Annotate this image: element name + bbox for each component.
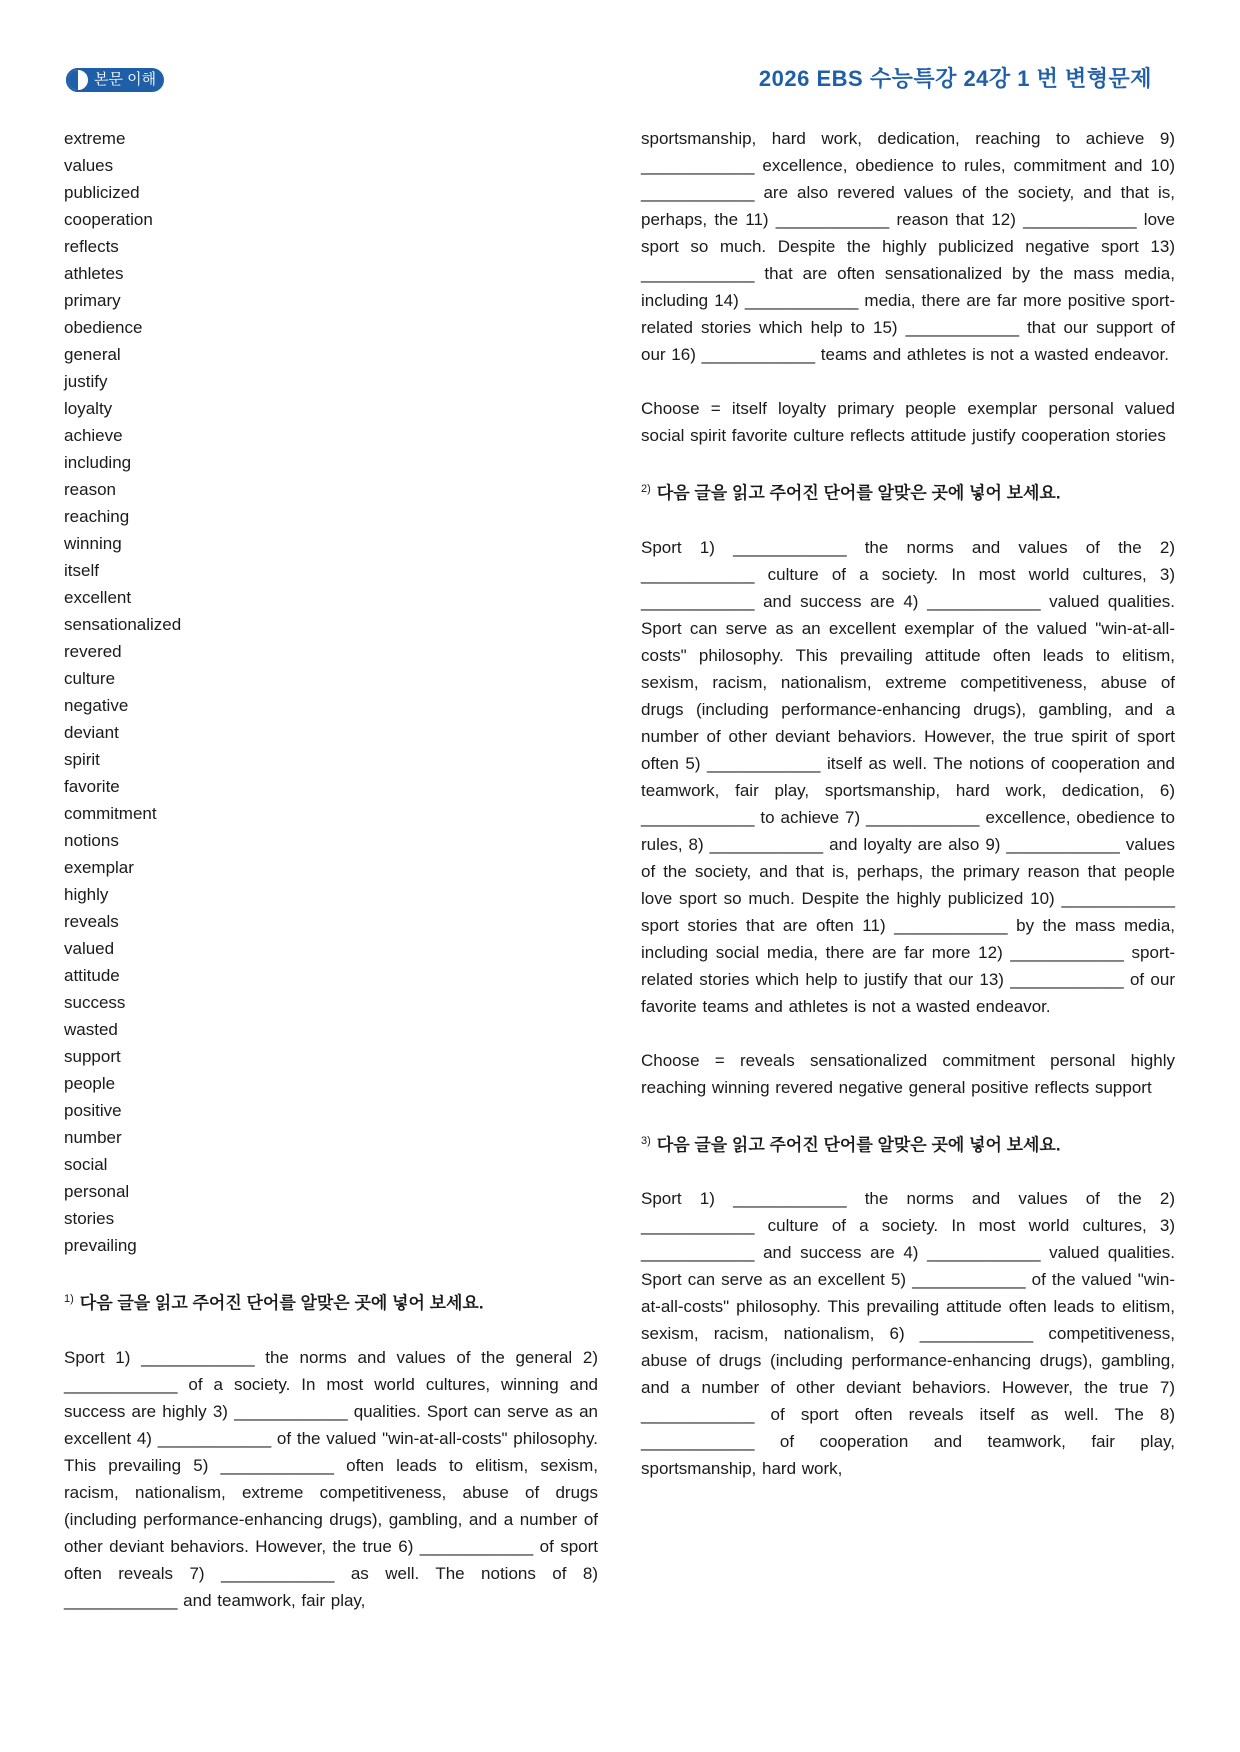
word-list-item: deviant bbox=[64, 723, 119, 742]
word-list-item: favorite bbox=[64, 777, 120, 796]
word-list bbox=[64, 125, 598, 1259]
word-list-item: reveals bbox=[64, 912, 119, 931]
word-list-item: reaching bbox=[64, 507, 130, 526]
word-list-item: revered bbox=[64, 642, 122, 661]
q3-title bbox=[641, 1128, 1175, 1159]
q1-passage-continued: sportsmanship, hard work, dedication, reaching to achieve 9) ____________ excellence, obedience to rules, commitment and 10) ____________ are also revered values of the society, and that is, perhaps, the 11) ____________ reason that 12) ____________ love sport so much. Despite the highly publicized negative sport 13) ____________ that are often sensationalized by the mass media, including 14) ____________ media, there are far more positive sport-related stories which help to 15) ____________ that our support of our 16) ____________ teams and athletes is not a wasted endeavor. bbox=[641, 129, 1175, 364]
word-list-item: valued bbox=[64, 939, 115, 958]
half-circle-icon bbox=[66, 68, 90, 92]
word-list-item: notions bbox=[64, 831, 119, 850]
q3-number: 3) bbox=[641, 1134, 651, 1147]
word-list-item: personal bbox=[64, 1182, 130, 1201]
word-list-item: culture bbox=[64, 669, 116, 688]
q1-choose: Choose = itself loyalty primary people exemplar personal valued social spirit favorite culture reflects attitude justify cooperation stories bbox=[641, 399, 1175, 445]
badge-label: 본문 이해 bbox=[94, 71, 157, 88]
word-list-item: obedience bbox=[64, 318, 143, 337]
word-list-item: reflects bbox=[64, 237, 119, 256]
word-list-item: attitude bbox=[64, 966, 120, 985]
q2-title bbox=[641, 476, 1175, 507]
word-list-item: highly bbox=[64, 885, 109, 904]
word-list-item: prevailing bbox=[64, 1236, 137, 1255]
word-list-item: extreme bbox=[64, 129, 126, 148]
left-column bbox=[64, 125, 598, 1614]
q2-instruction: 다음 글을 읽고 주어진 단어를 알맞은 곳에 넣어 보세요. bbox=[656, 483, 1061, 503]
word-list-item: positive bbox=[64, 1101, 122, 1120]
word-list-item: stories bbox=[64, 1209, 115, 1228]
word-list-item: sensationalized bbox=[64, 615, 182, 634]
word-list-item: winning bbox=[64, 534, 122, 553]
q1-instruction: 다음 글을 읽고 주어진 단어를 알맞은 곳에 넣어 보세요. bbox=[79, 1293, 484, 1313]
q2-number: 2) bbox=[641, 483, 651, 495]
word-list-item: justify bbox=[64, 372, 108, 391]
word-list-item: social bbox=[64, 1155, 108, 1174]
word-list-item: itself bbox=[64, 561, 99, 580]
word-list-item: support bbox=[64, 1047, 121, 1066]
word-list-item: negative bbox=[64, 696, 129, 715]
page-title: 2026 EBS 수능특강 24강 1 번 변형문제 bbox=[758, 66, 1152, 91]
word-list-item: people bbox=[64, 1074, 116, 1093]
word-list-item: commitment bbox=[64, 804, 157, 823]
section-badge bbox=[66, 67, 172, 93]
word-list-item: values bbox=[64, 156, 114, 175]
word-list-item: spirit bbox=[64, 750, 100, 769]
word-list-item: excellent bbox=[64, 588, 132, 607]
right-column bbox=[641, 125, 1175, 1482]
word-list-item: reason bbox=[64, 480, 116, 499]
q1-title bbox=[64, 1286, 598, 1317]
word-list-item: achieve bbox=[64, 426, 123, 445]
word-list-item: athletes bbox=[64, 264, 124, 283]
q3-passage: Sport 1) ____________ the norms and values of the 2) ____________ culture of a society. In most world cultures, 3) ____________ and success are 4) ____________ valued qualities. Sport can serve as an excellent 5) ____________ of the valued "win-at-all-costs" philosophy. This prevailing attitude often leads to elitism, sexism, racism, nationalism, 6) ____________ competitiveness, abuse of drugs (including performance-enhancing drugs), gambling, and a number of other deviant behaviors. However, the true 7) ____________ of sport often reveals itself as well. The 8) ____________ of cooperation and teamwork, fair play, sportsmanship, hard work, bbox=[641, 1189, 1175, 1479]
word-list-item: cooperation bbox=[64, 210, 153, 229]
word-list-item: primary bbox=[64, 291, 121, 310]
word-list-item: exemplar bbox=[64, 858, 134, 877]
q2-choose: Choose = reveals sensationalized commitment personal highly reaching winning revered negative general positive reflects support bbox=[641, 1050, 1175, 1097]
word-list-item: publicized bbox=[64, 183, 140, 202]
badge-pill bbox=[66, 68, 164, 92]
word-list-item: success bbox=[64, 993, 126, 1012]
word-list-item: general bbox=[64, 345, 121, 364]
q1-passage: Sport 1) ____________ the norms and values of the general 2) ____________ of a society. In most world cultures, winning and success are highly 3) ____________ qualities. Sport can serve as an excellent 4) ____________ of the valued "win-at-all-costs" philosophy. This prevailing 5) ____________ often leads to elitism, sexism, racism, nationalism, extreme competitiveness, abuse of drugs (including performance-enhancing drugs), gambling, and a number of other deviant behaviors. However, the true 6) ____________ of sport often reveals 7) ____________ as well. The notions of 8) ____________ and teamwork, fair play, bbox=[64, 1347, 598, 1610]
q3-instruction: 다음 글을 읽고 주어진 단어를 알맞은 곳에 넣어 보세요. bbox=[656, 1135, 1061, 1155]
q1-number: 1) bbox=[64, 1293, 74, 1305]
q2-passage: Sport 1) ____________ the norms and values of the 2) ____________ culture of a society. In most world cultures, 3) ____________ and success are 4) ____________ valued qualities. Sport can serve as an excellent exemplar of the valued "win-at-all-costs" philosophy. This prevailing attitude often leads to elitism, sexism, racism, nationalism, extreme competitiveness, abuse of drugs (including performance-enhancing drugs), gambling, and a number of other deviant behaviors. However, the true spirit of sport often 5) ____________ itself as well. The notions of cooperation and teamwork, fair play, sportsmanship, hard work, dedication, 6) ____________ to achieve 7) ____________ excellence, obedience to rules, 8) ____________ and loyalty are also 9) ____________ values of the society, and that is, perhaps, the primary reason that people love sport so much. Despite the highly publicized 10) ____________ sport stories that are often 11) ____________ by the mass media, including social media, there are far more 12) ____________ sport-related stories which help to justify that our 13) ____________ of our favorite teams and athletes is not a wasted endeavor. bbox=[641, 537, 1175, 1016]
word-list-item: loyalty bbox=[64, 399, 113, 418]
word-list-item: wasted bbox=[64, 1020, 118, 1039]
word-list-item: including bbox=[64, 453, 132, 472]
word-list-item: number bbox=[64, 1128, 122, 1147]
